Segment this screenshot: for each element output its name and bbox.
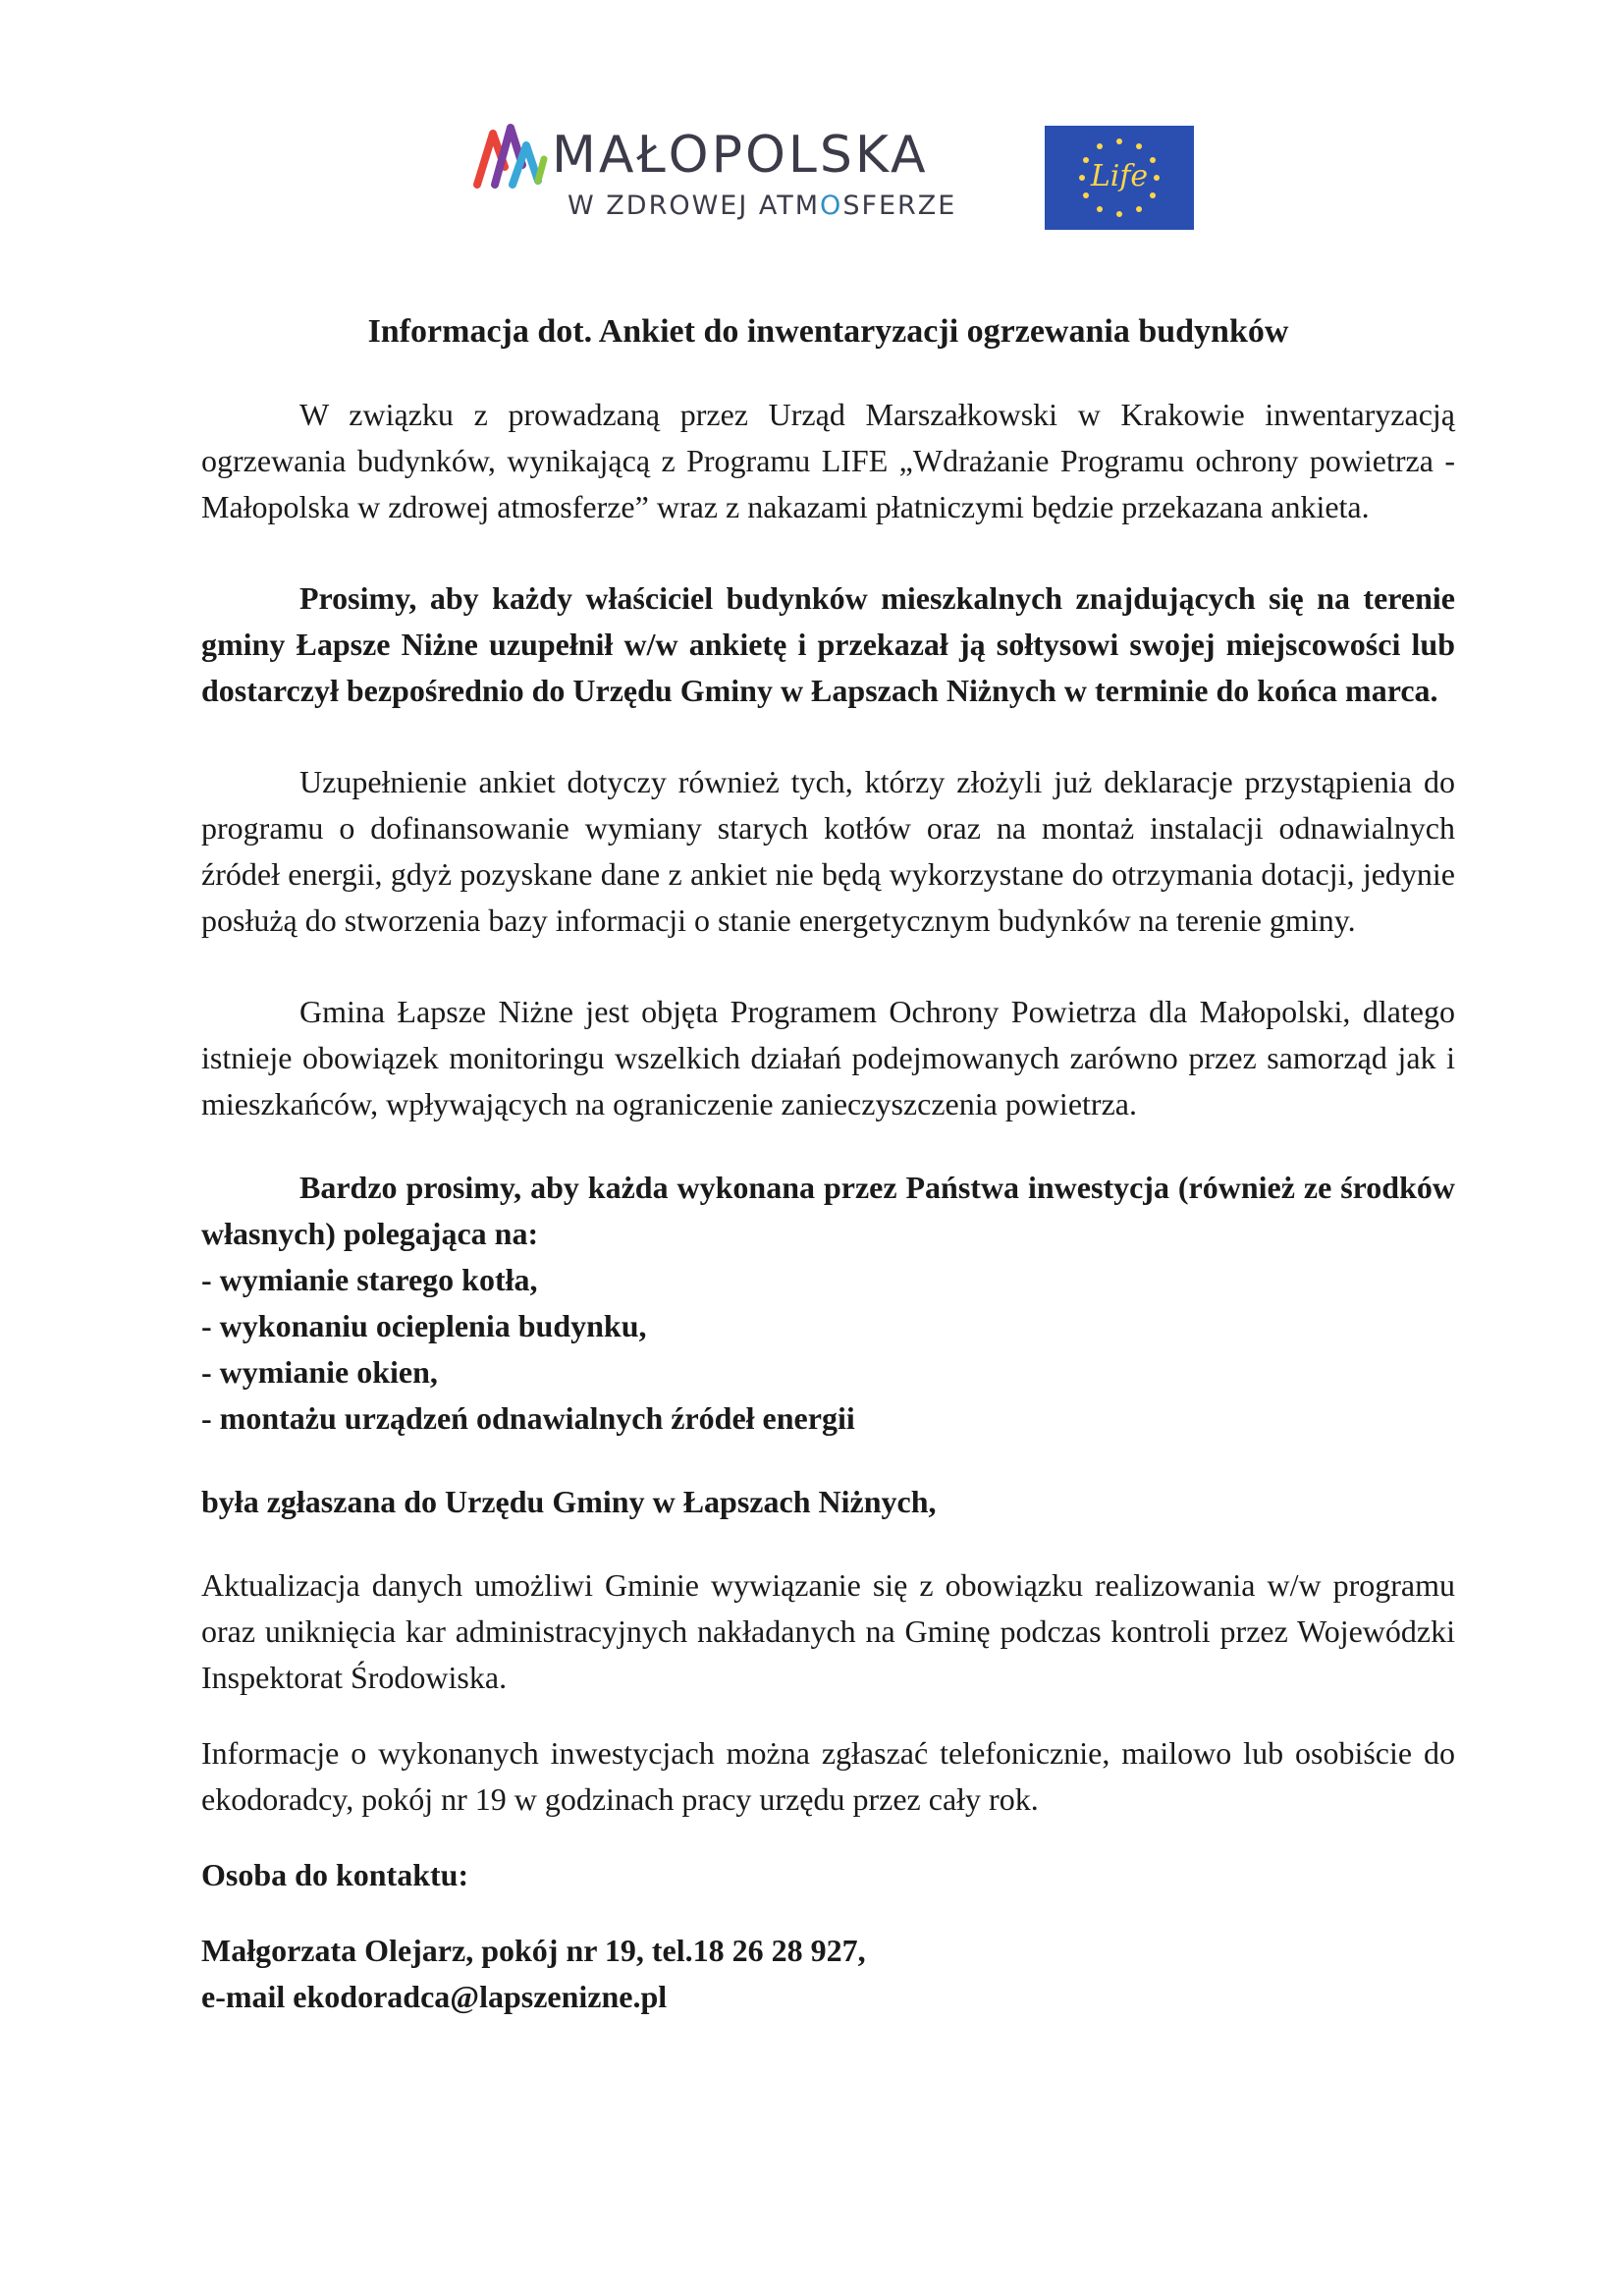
eu-life-logo bbox=[1045, 126, 1194, 230]
contact-heading: Osoba do kontaktu: bbox=[201, 1856, 469, 1892]
paragraph-intro: W związku z prowadzaną przez Urząd Marszałkowski w Krakowie inwentaryzacją ogrzewania budynków, wynikającą z Programu LIFE „Wdrażanie Programu ochrony powietrza - Małopolska w zdrowej atmosferze” wraz z nakazami płatniczymi będzie przekazana ankieta. bbox=[201, 396, 1455, 524]
list-item: - wykonaniu ocieplenia budynku, bbox=[201, 1307, 647, 1343]
document-header bbox=[471, 116, 1217, 234]
list-item: - montażu urządzeń odnawialnych źródeł energii bbox=[201, 1399, 855, 1436]
paragraph-applicability: Uzupełnienie ankiet dotyczy również tych, którzy złożyli już deklaracje przystąpienia do programu o dofinansowanie wymiany starych kotłów oraz na montaż instalacji odnawialnych źródeł energii, gdyż pozyskane dane z ankiet nie będą wykorzystane do otrzymania dotacji, jedynie posłużą do stworzenia bazy informacji o stanie energetycznym budynków na terenie gminy. bbox=[201, 763, 1455, 938]
investment-list bbox=[201, 1257, 1455, 1442]
list-item: - wymianie okien, bbox=[201, 1353, 438, 1390]
paragraph-report-office: była zgłaszana do Urzędu Gminy w Łapszach Niżnych, bbox=[201, 1483, 937, 1519]
malopolska-m-logo-icon bbox=[471, 120, 550, 189]
contact-section bbox=[201, 1852, 1455, 2020]
brand-subtitle bbox=[568, 192, 956, 219]
document-body bbox=[201, 312, 1455, 2020]
contact-person: Małgorzata Olejarz, pokój nr 19, tel.18 26 28 927, bbox=[201, 1932, 866, 1968]
document-title: Informacja dot. Ankiet do inwentaryzacji ogrzewania budynków bbox=[367, 313, 1289, 350]
paragraph-request: Prosimy, aby każdy właściciel budynków mieszkalnych znajdujących się na terenie gminy Łapsze Niżne uzupełnił w/w ankietę i przekazał ją sołtysowi swojej miejscowości lub dostarczył bezpośrednio do Urzędu Gminy w Łapszach Niżnych w terminie do końca marca. bbox=[201, 579, 1455, 708]
brand-subtitle-start: W ZDROWEJ ATM bbox=[568, 191, 821, 221]
brand-subtitle-end: SFERZE bbox=[842, 191, 957, 221]
brand-title: MAŁOPOLSKA bbox=[552, 126, 929, 185]
eu-life-word: Life bbox=[1090, 159, 1149, 193]
paragraph-investment-request: Bardzo prosimy, aby każda wykonana przez Państwa inwestycja (również ze środków własnych) polegająca na: bbox=[201, 1169, 1455, 1251]
paragraph-info-channels: Informacje o wykonanych inwestycjach można zgłaszać telefonicznie, mailowo lub osobiście do ekodoradcy, pokój nr 19 w godzinach pracy urzędu przez cały rok. bbox=[201, 1734, 1455, 1817]
paragraph-program: Gmina Łapsze Niżne jest objęta Programem Ochrony Powietrza dla Małopolski, dlatego istnieje obowiązek monitoringu wszelkich działań podejmowanych zarówno przez samorząd jak i mieszkańców, wpływających na ograniczenie zanieczyszczenia powietrza. bbox=[201, 993, 1455, 1121]
brand-subtitle-o: O bbox=[820, 191, 843, 221]
list-item: - wymianie starego kotła, bbox=[201, 1261, 538, 1297]
paragraph-update: Aktualizacja danych umożliwi Gminie wywiązanie się z obowiązku realizowania w/w programu oraz uniknięcia kar administracyjnych nakładanych na Gminę podczas kontroli przez Wojewódzki Inspektorat Środowiska. bbox=[201, 1566, 1455, 1695]
contact-email: e-mail ekodoradca@lapszenizne.pl bbox=[201, 1978, 668, 2014]
